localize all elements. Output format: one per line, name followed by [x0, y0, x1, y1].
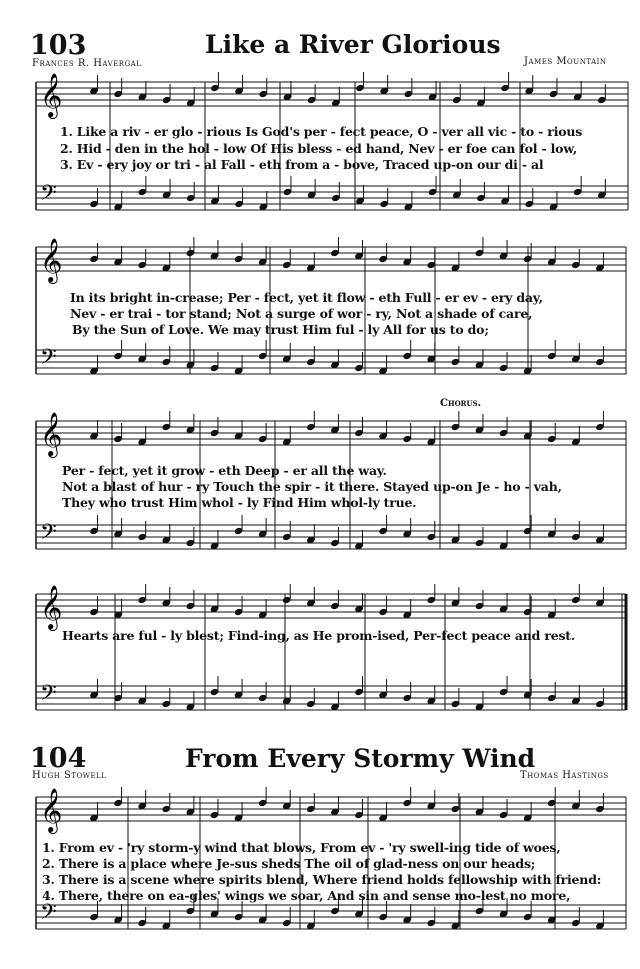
lyric-line: 3. Ev - ery joy or tri - al Fall - eth from a - bove, Traced up-on our di - al [60, 157, 544, 172]
lyric-line: 4. There, there on ea-gles' wings we soar, And sin and sense mo-lest no more, [42, 888, 571, 903]
hymn-number: 104 [30, 743, 87, 774]
treble-clef: 𝄞 [40, 788, 63, 832]
lyric-line: Hearts are ful - ly blest; Find-ing, as He prom-ised, Per-fect peace and rest. [62, 628, 576, 643]
bass-clef: 𝄢 [40, 345, 57, 375]
bass-clef: 𝄢 [40, 900, 57, 930]
lyricist: Hugh Stowell [32, 770, 107, 781]
hymn-title: From Every Stormy Wind [185, 744, 536, 773]
lyric-line: By the Sun of Love. We may trust Him ful - ly All for us to do; [72, 322, 489, 337]
lyric-line: 1. From ev - 'ry storm-y wind that blows, From ev - 'ry swell-ing tide of woes, [42, 840, 561, 855]
hymn-number: 103 [30, 30, 87, 61]
lyric-line: In its bright in-crease; Per - fect, yet it flow - eth Full - er ev - ery day, [70, 290, 543, 305]
bass-clef: 𝄢 [40, 681, 57, 711]
lyric-line: Per - fect, yet it grow - eth Deep - er all the way. [62, 463, 387, 478]
lyric-line: 3. There is a scene where spirits blend, Where friend holds fellowship with friend: [42, 872, 602, 887]
lyricist: Frances R. Havergal [32, 58, 142, 69]
lyric-line: Nev - er trai - tor stand; Not a surge of wor - ry, Not a shade of care, [70, 306, 533, 321]
treble-clef: 𝄞 [40, 585, 63, 629]
treble-clef: 𝄞 [40, 238, 63, 282]
lyric-line: 1. Like a riv - er glo - rious Is God's per - fect peace, O - ver all vic - to - rious [60, 124, 583, 139]
treble-clef: 𝄞 [40, 73, 63, 117]
chorus-label: Chorus. [440, 398, 482, 409]
composer: Thomas Hastings [520, 770, 609, 781]
lyric-line: They who trust Him whol - ly Find Him whol-ly true. [62, 495, 417, 510]
lyric-line: 2. Hid - den in the hol - low Of His bless - ed hand, Nev - er foe can fol - low, [60, 141, 578, 156]
lyric-line: 2. There is a place where Je-sus sheds The oil of glad-ness on our heads; [42, 856, 536, 871]
bass-clef: 𝄢 [40, 181, 57, 211]
treble-clef: 𝄞 [40, 412, 63, 456]
bass-clef: 𝄢 [40, 520, 57, 550]
hymn-title: Like a River Glorious [205, 30, 501, 59]
composer: James Mountain [524, 56, 607, 67]
lyric-line: Not a blast of hur - ry Touch the spir - it there. Stayed up-on Je - ho - vah, [62, 479, 562, 494]
